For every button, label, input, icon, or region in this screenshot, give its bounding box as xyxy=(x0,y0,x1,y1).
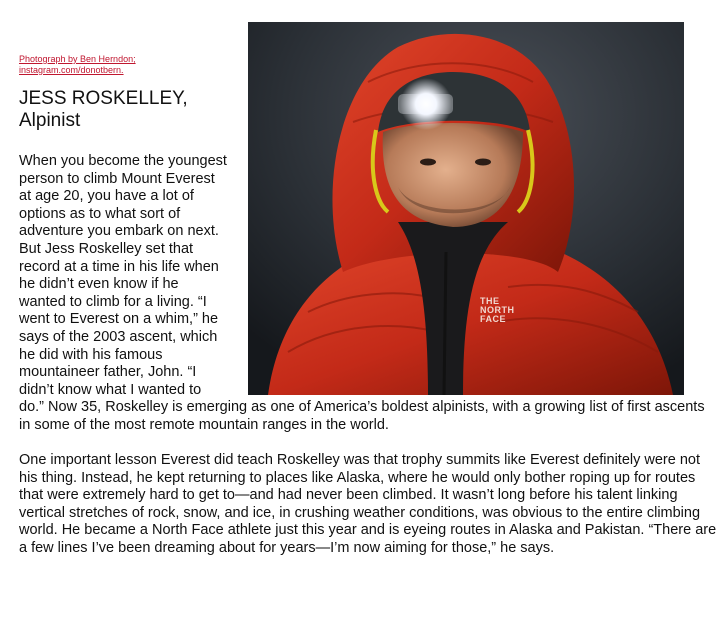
article-paragraph-1: When you become the youngest person to climb Mount Everest at age 20, you have a lot of options as to what sort of adventure you embark on next. But Jess Roskelley set that record at a time in his life when he didn’t even know if he wanted to climb for a living. “I went to Everest on a whim,” he says of the 2003 ascent, which he did with his famous mountaineer father, John. “I didn’t know what I wanted to do.” Now 35, Roskelley is emerging as one of America’s boldest alpinists, with a growing list of first ascents in some of the most remote mountain ranges in the world. xyxy=(19,153,705,433)
headline xyxy=(19,88,239,132)
photo-credit-line1: Photograph by Ben Herndon; xyxy=(19,54,136,64)
svg-text:THE NORTH: THE NORTH FACE xyxy=(480,296,515,324)
headline-role: Alpinist xyxy=(19,110,81,131)
photo-credit-line2: instagram.com/donotbern. xyxy=(19,65,124,75)
photo-wrap-spacer xyxy=(228,153,719,396)
article-body xyxy=(19,153,719,558)
headlamp-glow xyxy=(400,78,452,130)
photo-credit[interactable] xyxy=(19,54,219,76)
headline-name: JESS ROSKELLEY, xyxy=(19,88,188,109)
article-paragraph-2: One important lesson Everest did teach Roskelley was that trophy summits like Everest definitely were not his thing. Instead, he kept returning to places like Alaska, where he would only bother roping up for routes that were extremely hard to get to—and had never been climbed. It wasn’t long before his talent linking vertical stretches of rock, snow, and ice, in crushing weather conditions, was obvious to the entire climbing world. He became a North Face athlete just this year and is eyeing routes in Alaska and Pakistan. “There are a few lines I’ve been dreaming about for years—I’m now aiming for those,” he says. xyxy=(19,452,717,557)
